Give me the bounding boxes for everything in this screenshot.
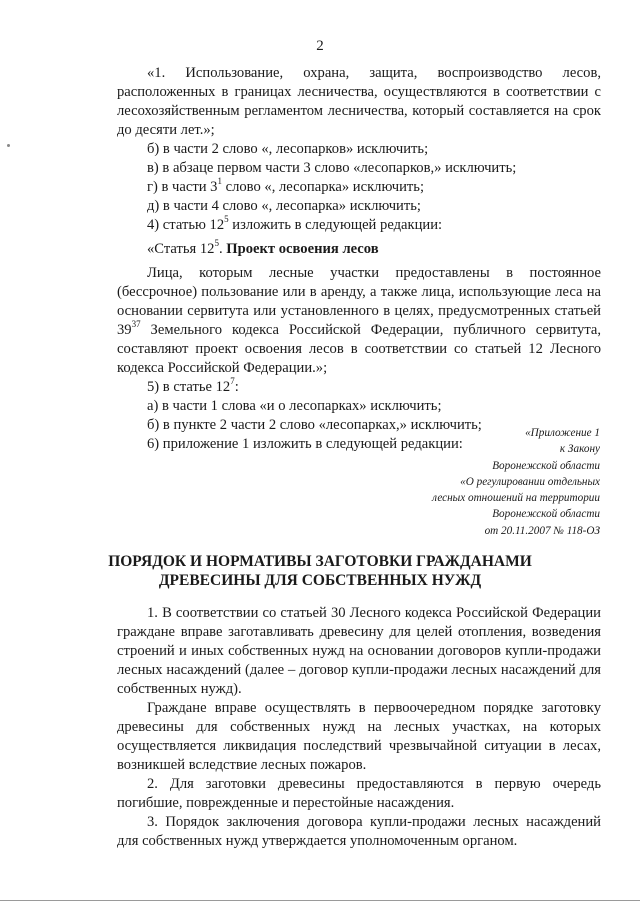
section-paragraph: 2. Для заготовки древесины предоставляются в первую очередь погибшие, поврежденные и перестойные насаждения.: [117, 776, 601, 811]
section-paragraph: 3. Порядок заключения договора купли-продажи лесных насаждений для собственных нужд утверждается уполномоченным органом.: [117, 814, 601, 849]
article-body: [117, 264, 601, 378]
amendment-paragraph-1: «1. Использование, охрана, защита, воспроизводство лесов, расположенных в границах лесничества, осуществляются в соответствии с лесохозяйственным регламентом лесничества, который составляется на срок до десяти лет.»;: [117, 65, 601, 138]
amendment-item-b: б) в части 2 слово «, лесопарков» исключить;: [147, 141, 429, 157]
item-5-text-start: 5) в статье 12: [147, 379, 231, 395]
scan-mark: [7, 144, 10, 147]
section-title-line-2: ДРЕВЕСИНЫ ДЛЯ СОБСТВЕННЫХ НУЖД: [158, 572, 482, 589]
article-heading: [117, 240, 601, 259]
item-5-superscript: 7: [230, 376, 235, 387]
amendment-item-5a: а) в части 1 слова «и о лесопарках» исключить;: [147, 398, 442, 414]
section-body: [117, 604, 601, 851]
page-number: 2: [316, 38, 324, 54]
appendix-note: [380, 425, 600, 539]
amendments-block: [117, 64, 601, 454]
section-paragraph: 1. В соответствии со статьей 30 Лесного кодекса Российской Федерации граждане вправе заготавливать древесину для целей отопления, возведения строений и иных собственных нужд на основании договоров купли-продажи лесных насаждений (далее – договор купли-продажи лесных насаждений для собственных нужд).: [117, 605, 601, 697]
bottom-divider: [0, 900, 640, 901]
amendment-item-v: в) в абзаце первом части 3 слово «лесопарков,» исключить;: [147, 160, 517, 176]
article-title: Проект освоения лесов: [226, 241, 379, 257]
appendix-line: от 20.11.2007 № 118-ОЗ: [484, 524, 600, 537]
item-4-text-end: изложить в следующей редакции:: [228, 217, 443, 233]
amendment-item-4: [117, 216, 601, 235]
appendix-line: «О регулировании отдельных: [460, 475, 600, 488]
article-body-end: Земельного кодекса Российской Федерации, публичного сервитута, составляют проект освоения лесов в соответствии со статьей 12 Лесного кодекса Российской Федерации.»;: [117, 322, 601, 376]
amendment-item-5: [117, 378, 601, 397]
article-dot: .: [218, 241, 227, 257]
item-5-text-end: :: [234, 379, 239, 395]
amendment-item-6: 6) приложение 1 изложить в следующей редакции:: [147, 436, 463, 452]
item-4-text-start: 4) статью 12: [147, 217, 225, 233]
amendment-item-5b: б) в пункте 2 части 2 слово «лесопарках,» исключить;: [147, 417, 482, 433]
item-g-text-start: г) в части 3: [147, 179, 218, 195]
article-body-superscript: 37: [131, 319, 141, 330]
article-prefix: «Статья 12: [147, 241, 215, 257]
article-body-start: Лица, которым лесные участки предоставлены в постоянное (бессрочное) пользование или в аренду, а также лица, использующие леса на основании сервитута или установленного в целях, предусмотренных статьей 39: [117, 265, 601, 338]
item-g-superscript: 1: [217, 176, 222, 187]
amendment-item-g: [117, 178, 601, 197]
amendment-item-d: д) в части 4 слово «, лесопарка» исключить;: [147, 198, 421, 214]
appendix-line: Воронежской области: [492, 459, 600, 472]
section-paragraph: Граждане вправе осуществлять в первоочередном порядке заготовку древесины для собственных нужд на лесных участках, на которых осуществляется ликвидация последствий чрезвычайной ситуации в лесах, возникшей вследствие лесных пожаров.: [117, 700, 601, 773]
appendix-line: к Закону: [559, 443, 600, 456]
appendix-line: Воронежской области: [492, 508, 600, 521]
appendix-line: «Приложение 1: [525, 427, 600, 439]
section-title-line-1: ПОРЯДОК И НОРМАТИВЫ ЗАГОТОВКИ ГРАЖДАНАМИ: [108, 553, 532, 570]
article-superscript: 5: [214, 238, 219, 249]
item-g-text-end: слово «, лесопарка» исключить;: [221, 179, 425, 195]
appendix-line: лесных отношений на территории: [432, 492, 600, 505]
section-title: [0, 552, 640, 590]
item-4-superscript: 5: [224, 214, 229, 225]
